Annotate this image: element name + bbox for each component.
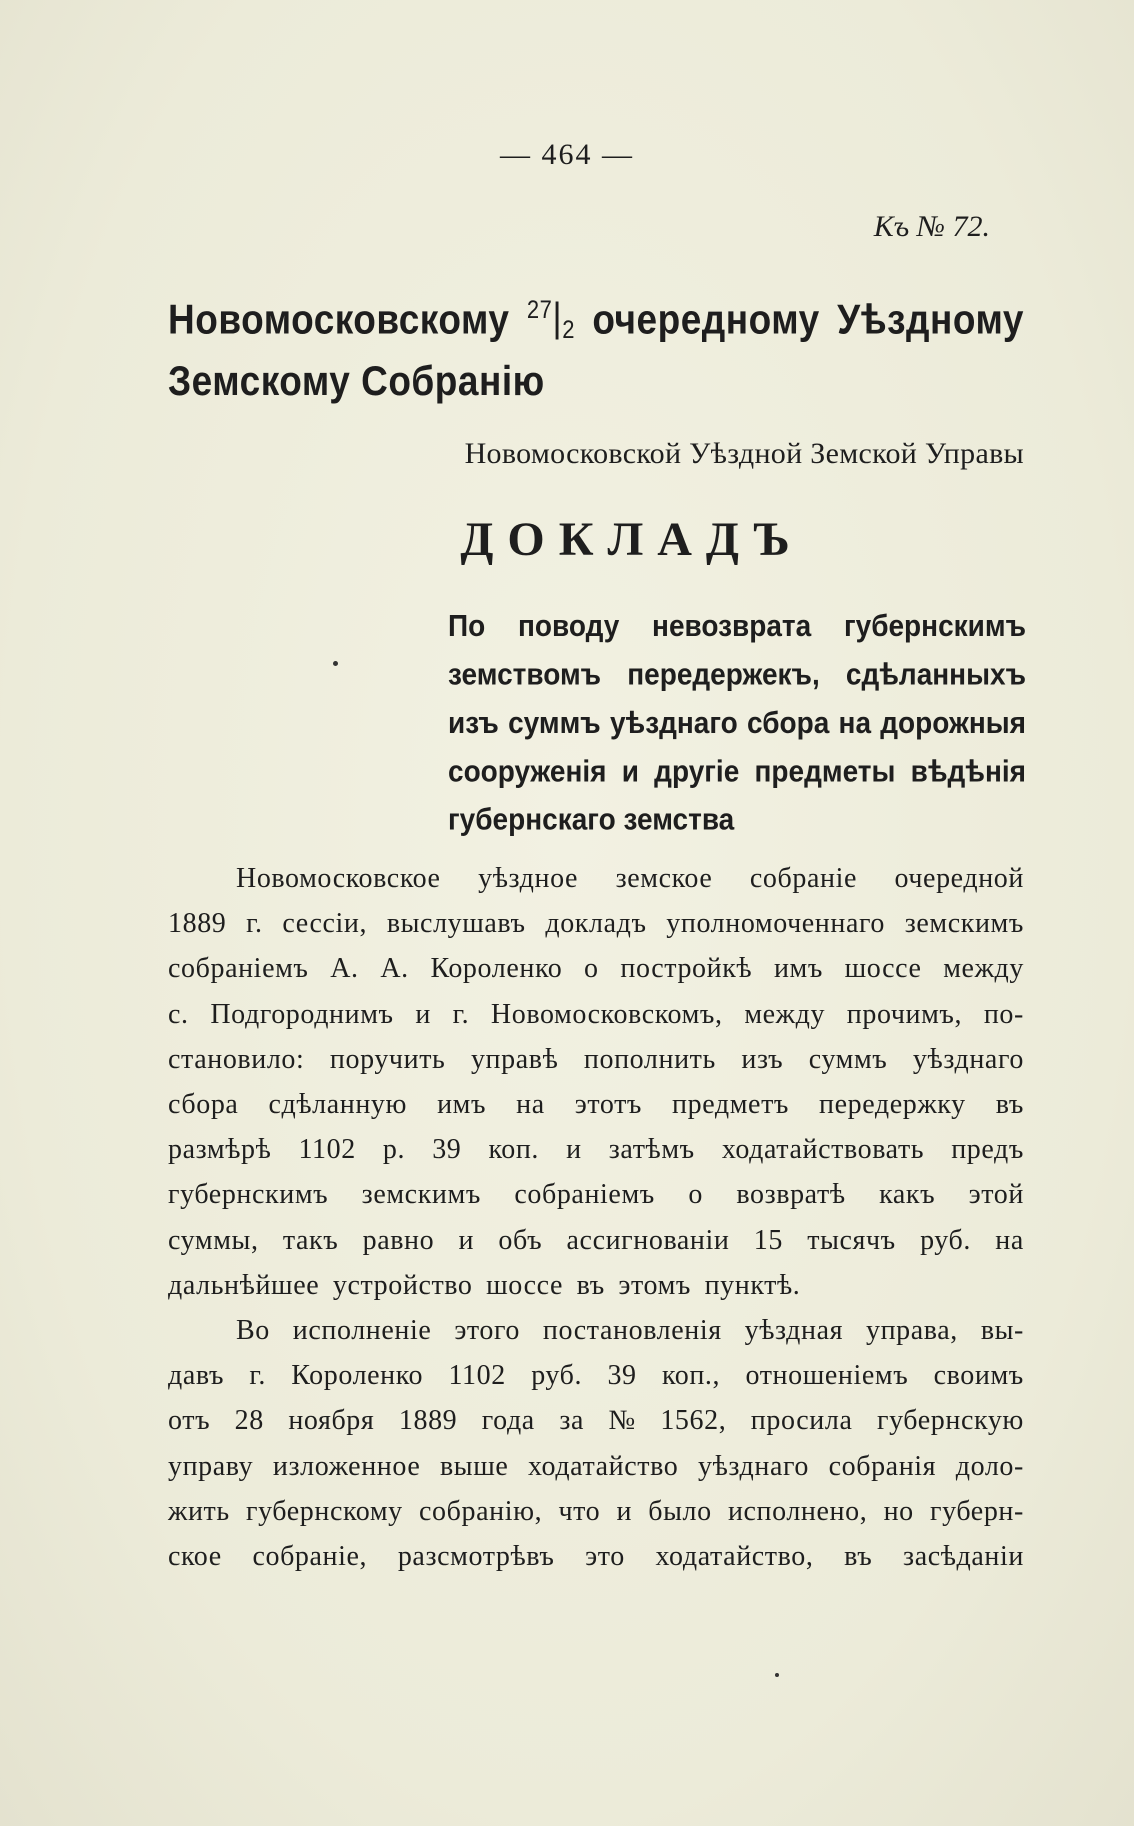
body-line: управу изложенное выше ходатайство уѣзднаго собранія доло- xyxy=(168,1450,1024,1482)
address-word-2: очередному xyxy=(592,296,820,343)
body-line: Новомосковское уѣздное земское собраніе очередной xyxy=(236,863,1024,894)
ink-speck xyxy=(775,1673,779,1677)
address-word-1: Новомосковскому xyxy=(168,296,510,343)
page-number: — 464 — xyxy=(500,138,634,171)
subject-line: губернскаго земства xyxy=(448,802,735,837)
body-line: губернскимъ земскимъ собраніемъ о возвратѣ какъ этой xyxy=(168,1179,1024,1211)
address-line-2: Земскому Собранію xyxy=(168,358,545,404)
ink-speck xyxy=(333,661,338,666)
body-line: ское собраніе, разсмотрѣвъ это ходатайство, въ засѣданіи xyxy=(168,1541,1024,1573)
reference-number: Къ № 72. xyxy=(873,210,990,243)
fraction-bar: | xyxy=(552,294,563,341)
issuer-line: Новомосковской Уѣздной Земской Управы xyxy=(464,437,1024,470)
body-line: становило: поручить управѣ пополнить изъ суммъ уѣзднаго xyxy=(168,1043,1024,1075)
body-text xyxy=(168,856,1024,1579)
address-heading xyxy=(168,292,1024,410)
subject-line: сооруженія и другіе предметы вѣдѣнія xyxy=(448,753,1026,788)
address-line-1 xyxy=(168,292,1024,354)
body-line: жить губернскому собранію, что и было исполнено, но губерн- xyxy=(168,1495,1024,1527)
body-line: собраніемъ А. А. Короленко о постройкѣ имъ шоссе между xyxy=(168,953,1024,985)
body-line: 1889 г. сессіи, выслушавъ докладъ уполномоченнаго земскимъ xyxy=(168,908,1024,940)
document-title: ДОКЛАДЪ xyxy=(460,513,804,566)
subject-line: По поводу невозврата губернскимъ xyxy=(448,608,1026,643)
body-line: дальнѣйшее устройство шоссе въ этомъ пунктѣ. xyxy=(168,1269,801,1301)
session-fraction xyxy=(526,276,575,344)
subject-line: земствомъ передержекъ, сдѣланныхъ xyxy=(448,657,1026,692)
fraction-numerator: 27 xyxy=(526,295,553,324)
body-line: отъ 28 ноября 1889 года за № 1562, просила губернскую xyxy=(168,1405,1024,1437)
body-line: Во исполненіе этого постановленія уѣздная управа, вы- xyxy=(236,1315,1024,1347)
body-line: давъ г. Короленко 1102 руб. 39 коп., отношеніемъ своимъ xyxy=(168,1360,1024,1392)
fraction-denominator: 2 xyxy=(562,315,575,344)
body-line: с. Подгороднимъ и г. Новомосковскомъ, между прочимъ, по- xyxy=(168,998,1024,1030)
body-line: размѣрѣ 1102 р. 39 коп. и затѣмъ ходатайствовать предъ xyxy=(168,1134,1024,1166)
address-word-3: Уѣздному xyxy=(837,296,1024,343)
body-line: сбора сдѣланную имъ на этотъ предметъ передержку въ xyxy=(168,1089,1024,1121)
subject-line: изъ суммъ уѣзднаго сбора на дорожныя xyxy=(448,705,1026,740)
body-line: суммы, такъ равно и объ ассигнованіи 15 тысячъ руб. на xyxy=(168,1224,1024,1256)
subject-block xyxy=(448,602,1026,844)
